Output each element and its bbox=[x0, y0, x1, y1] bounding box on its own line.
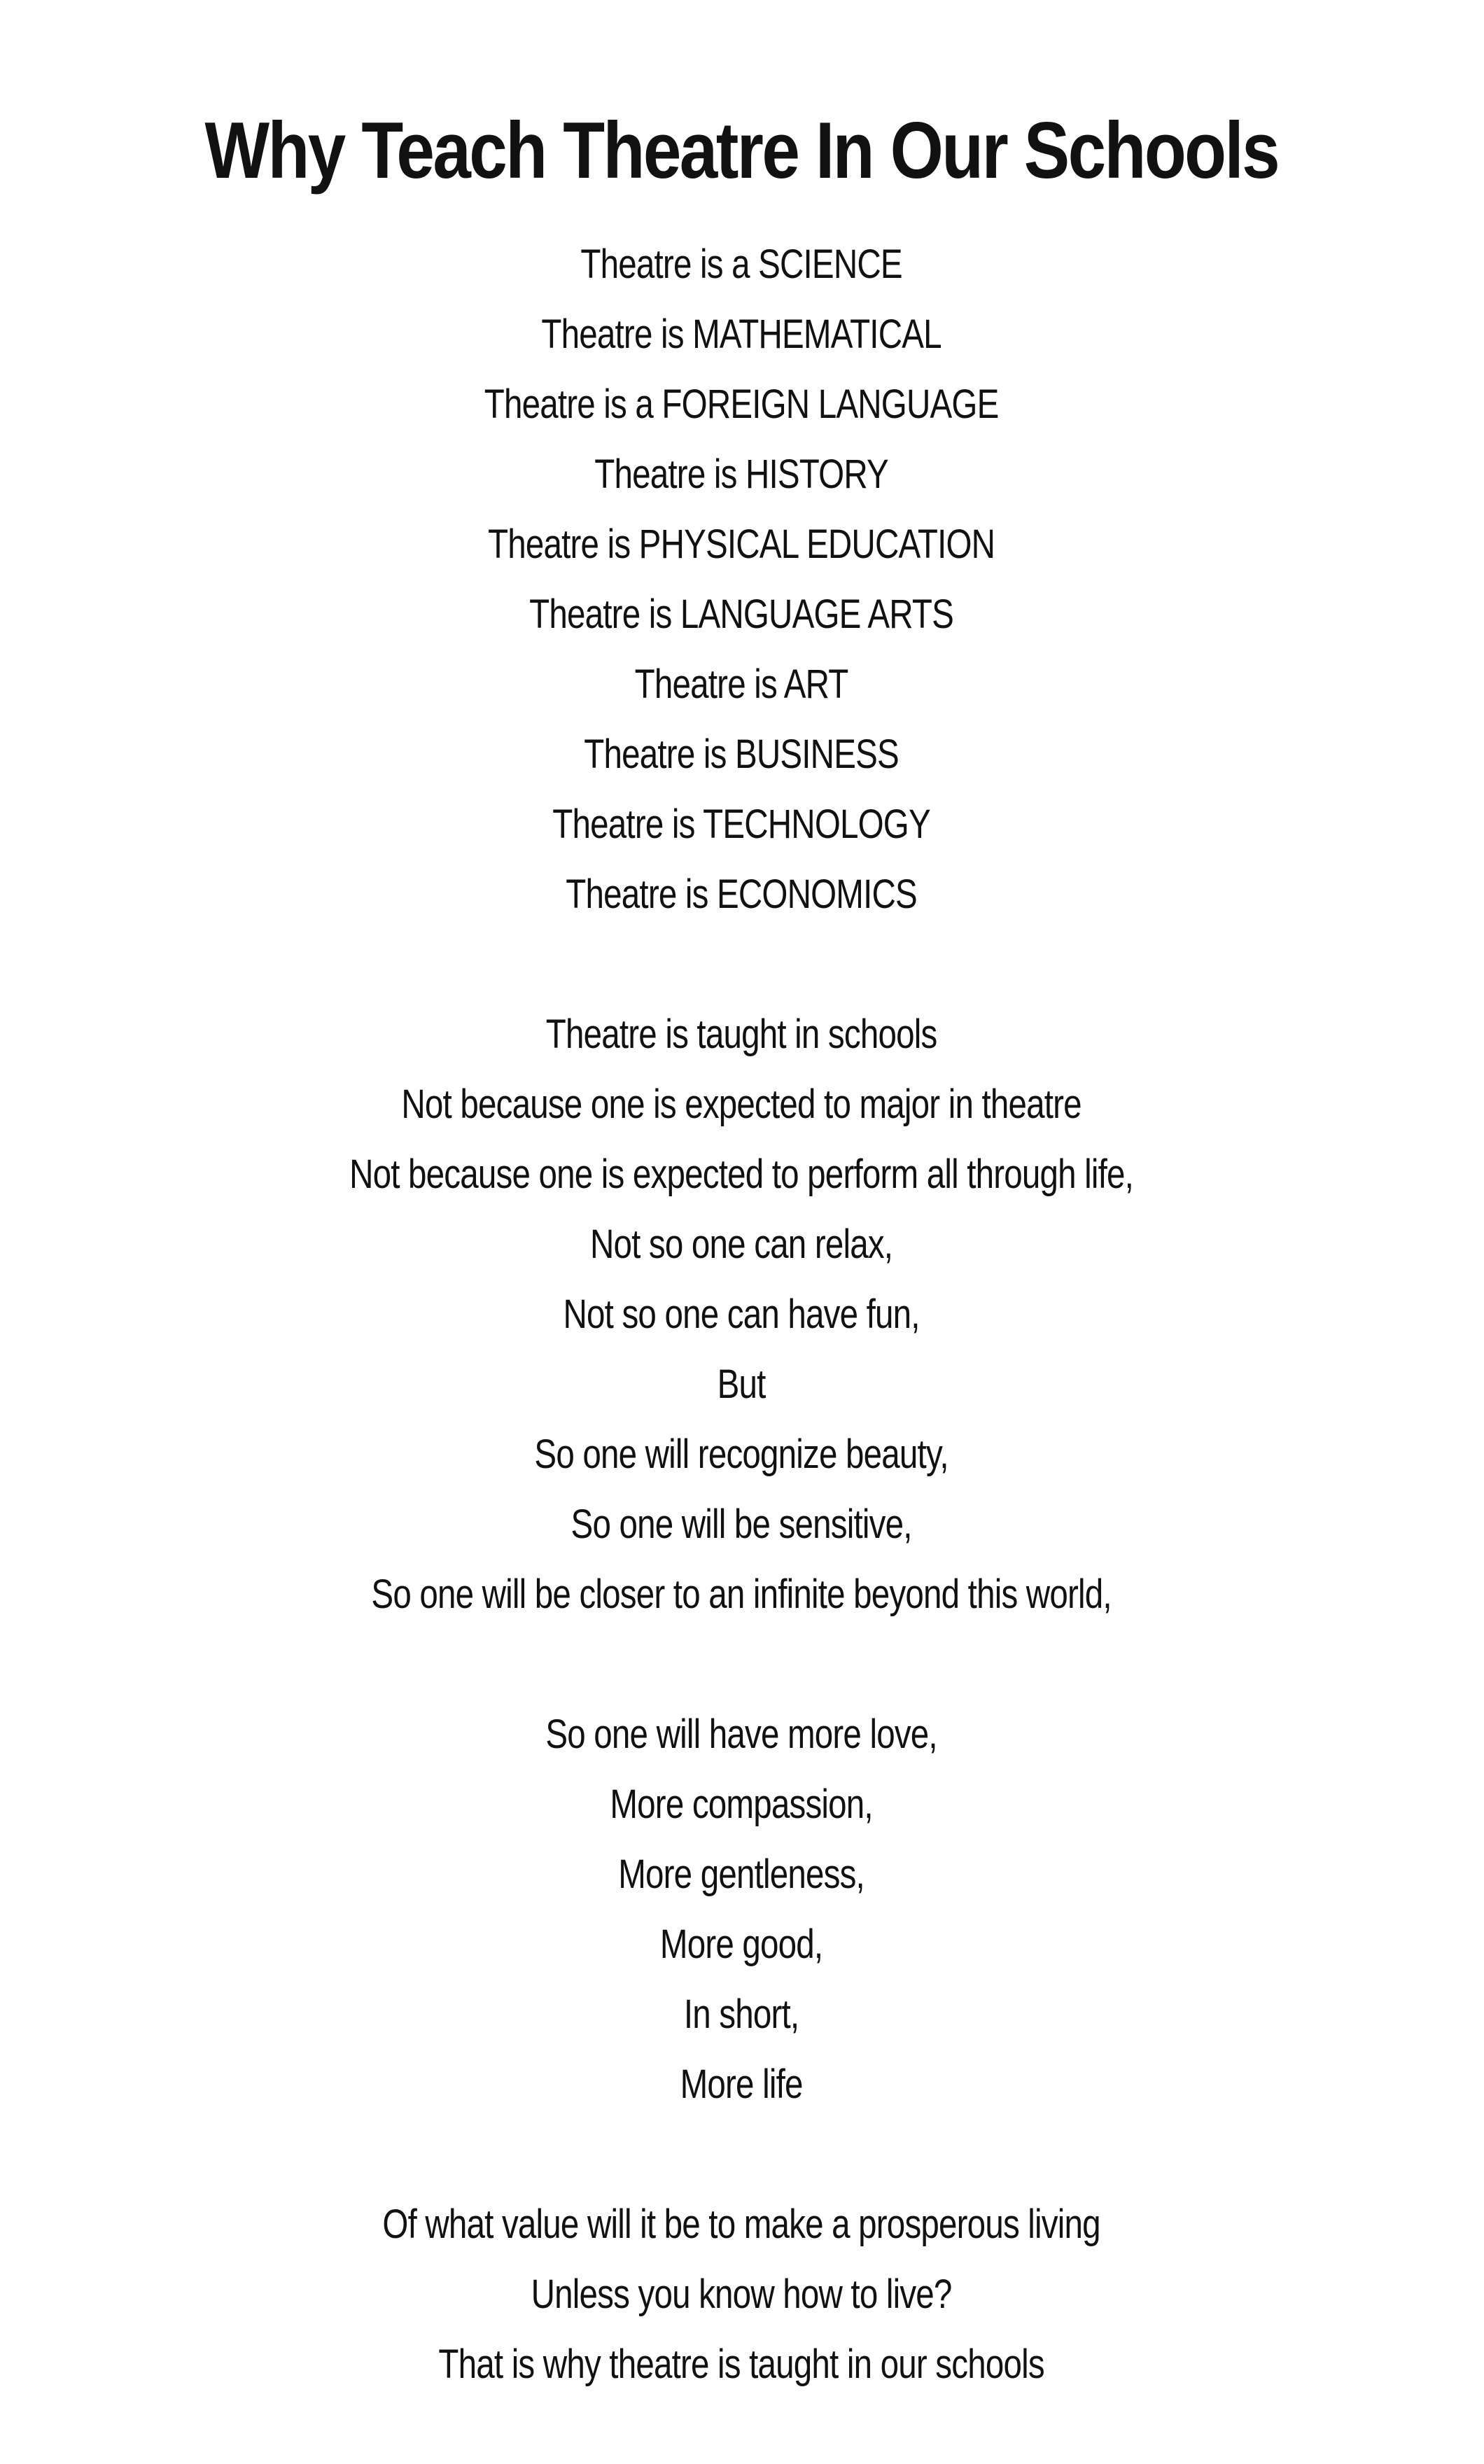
poem-line: More gentleness, bbox=[618, 1851, 864, 1897]
page-title: Why Teach Theatre In Our Schools bbox=[204, 106, 1279, 196]
stanza-subjects bbox=[0, 230, 1484, 930]
poem-line: So one will recognize beauty, bbox=[534, 1432, 948, 1477]
poem-line: Theatre is HISTORY bbox=[594, 451, 888, 497]
poem-line: So one will be closer to an infinite beyond this world, bbox=[371, 1572, 1112, 1617]
poem-line: Theatre is BUSINESS bbox=[584, 732, 899, 777]
poem-line: Not so one can have fun, bbox=[563, 1292, 920, 1337]
poem-line: More compassion, bbox=[610, 1782, 873, 1827]
poem-line: Theatre is a FOREIGN LANGUAGE bbox=[484, 382, 999, 427]
poem-line: So one will be sensitive, bbox=[570, 1502, 912, 1547]
poem-line: Theatre is TECHNOLOGY bbox=[552, 802, 930, 847]
poem-line: Of what value will it be to make a prosperous living bbox=[382, 2202, 1100, 2247]
poem-line: Theatre is taught in schools bbox=[545, 1011, 937, 1057]
poem-line: In short, bbox=[683, 1991, 799, 2037]
poem-line: But bbox=[717, 1362, 766, 1407]
poem-line: Unless you know how to live? bbox=[531, 2272, 952, 2317]
poem-line: That is why theatre is taught in our schools bbox=[438, 2342, 1044, 2387]
poem-line: Not because one is expected to major in theatre bbox=[401, 1082, 1082, 1127]
poem-line: Theatre is ART bbox=[634, 662, 848, 707]
poem-line: Theatre is ECONOMICS bbox=[566, 872, 917, 917]
poem-line: Not because one is expected to perform all through life, bbox=[349, 1152, 1134, 1197]
poem-line: Theatre is MATHEMATICAL bbox=[541, 312, 941, 357]
stanza-more-life bbox=[0, 1700, 1484, 2120]
poem-line: So one will have more love, bbox=[545, 1712, 937, 1757]
stanza-reasons bbox=[0, 1000, 1484, 1630]
poem-line: More good, bbox=[659, 1921, 823, 1967]
poem-line: Theatre is PHYSICAL EDUCATION bbox=[488, 522, 995, 567]
poem-line: Not so one can relax, bbox=[589, 1222, 893, 1267]
poem-line: Theatre is a SCIENCE bbox=[580, 241, 902, 287]
poem-line: Theatre is LANGUAGE ARTS bbox=[529, 592, 954, 637]
poem-line: More life bbox=[680, 2062, 803, 2107]
stanza-conclusion bbox=[0, 2190, 1484, 2400]
